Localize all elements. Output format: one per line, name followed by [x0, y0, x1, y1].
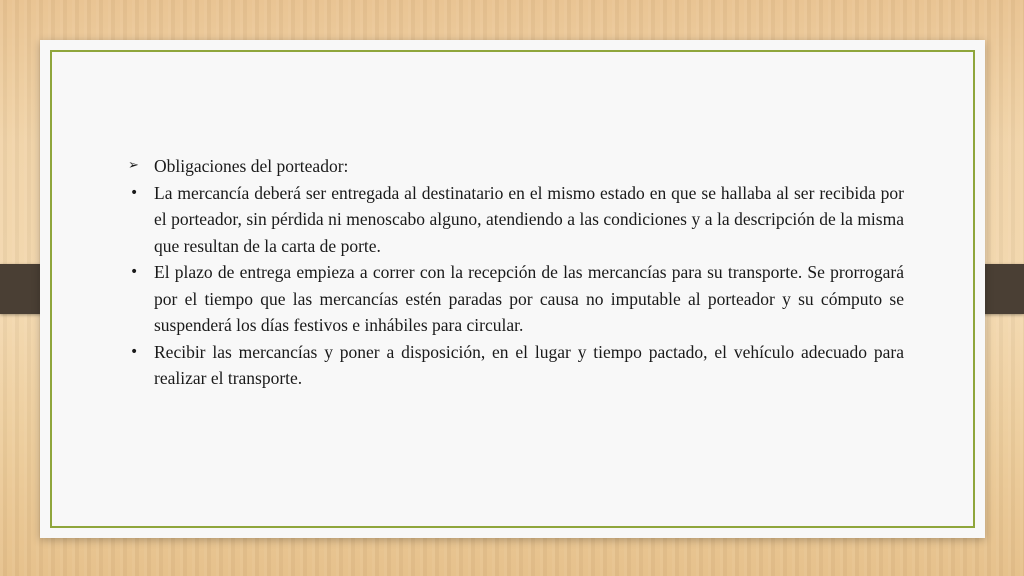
bullet-item: [126, 259, 904, 339]
arrowhead-bullet-icon: ➢: [128, 158, 139, 173]
slide-card: [40, 40, 985, 538]
bullet-item: [126, 339, 904, 392]
bullet-dot-icon: •: [130, 264, 139, 280]
bullet-dot-icon: •: [130, 343, 139, 360]
heading-item: [126, 153, 904, 180]
slide-heading: Obligaciones del porteador:: [154, 156, 349, 176]
bullet-text: Recibir las mercancías y poner a disposición, en el lugar y tiempo pactado, el vehículo adecuado para realizar el transporte.: [154, 341, 904, 388]
bullet-text: La mercancía deberá ser entregada al destinatario en el mismo estado en que se hallaba al ser recibida por el porteador, sin pérdida ni menoscabo alguno, atendiendo a las condiciones y a la descripción de la misma que resultan de la carta de porte.: [154, 182, 904, 256]
bullet-dot-icon: •: [130, 184, 139, 201]
slide-content: [126, 153, 904, 392]
bullet-item: [126, 180, 904, 260]
bullet-text: El plazo de entrega empieza a correr con la recepción de las mercancías para su transporte. Se prorrogará por el tiempo que las mercancías estén paradas por causa no imputable al porteador y su cómputo se suspenderá los días festivos e inhábiles para circular.: [154, 262, 904, 335]
